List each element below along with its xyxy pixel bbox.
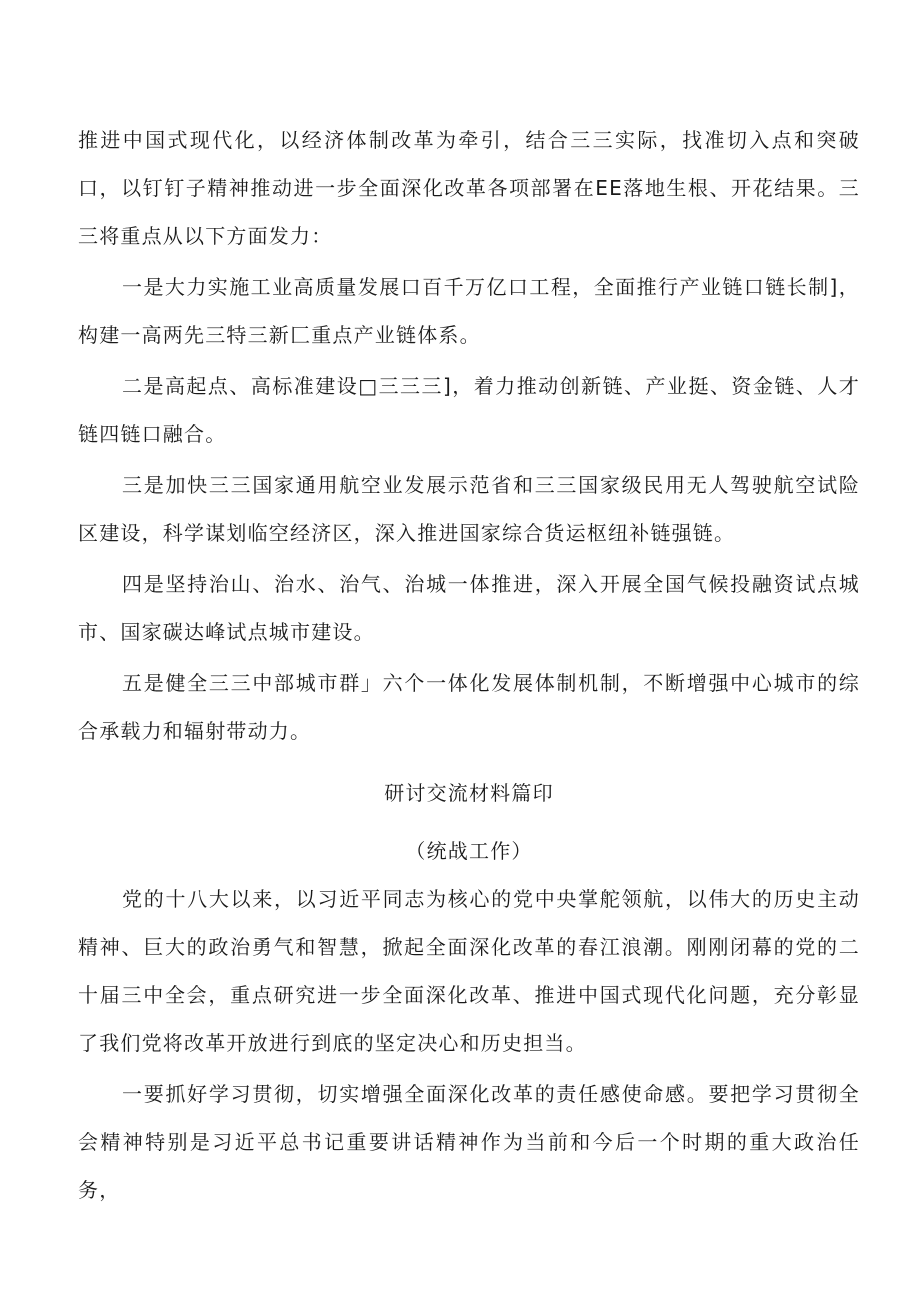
point-paragraph-2: 二是高起点、高标准建设□三三三]，着力推动创新链、产业挺、资金链、人才链四链口融合。 (78, 374, 860, 446)
section-paragraph-1: 党的十八大以来，以习近平同志为核心的党中央掌舵领航，以伟大的历史主动精神、巨大的政治勇气和智慧，掀起全面深化改革的春江浪潮。刚刚闭幕的党的二十届三中全会，重点研究进一步全面深化改革、推进中国式现代化问题，充分彰显了我们党将改革开放进行到底的坚定决心和历史担当。 (78, 887, 860, 1055)
section-subtitle: （统战工作） (405, 839, 533, 863)
point-paragraph-3: 三是加快三三国家通用航空业发展示范省和三三国家级民用无人驾驶航空试险区建设，科学谋划临空经济区，深入推进国家综合货运枢纽补链强链。 (78, 473, 860, 545)
point-paragraph-5: 五是健全三三中部城市群」六个一体化发展体制机制，不断增强中心城市的综合承载力和辐射带动力。 (78, 671, 860, 743)
intro-paragraph: 推进中国式现代化，以经济体制改革为牵引，结合三三实际，找准切入点和突破口，以钉钉子精神推动进一步全面深化改革各项部署在EE落地生根、开花结果。三三将重点从以下方面发力： (78, 128, 860, 248)
section-paragraph-2: 一要抓好学习贯彻，切实增强全面深化改革的责任感使命感。要把学习贯彻全会精神特别是习近平总书记重要讲话精神作为当前和今后一个时期的重大政治任务， (78, 1082, 860, 1202)
point-paragraph-4: 四是坚持治山、治水、治气、治城一体推进，深入开展全国气候投融资试点城市、国家碳达峰试点城市建设。 (78, 572, 860, 644)
point-paragraph-1: 一是大力实施工业高质量发展口百千万亿口工程，全面推行产业链口链长制]，构建一高两先三特三新匚重点产业链体系。 (78, 275, 860, 347)
section-title: 研讨交流材料篇印 (384, 781, 554, 805)
